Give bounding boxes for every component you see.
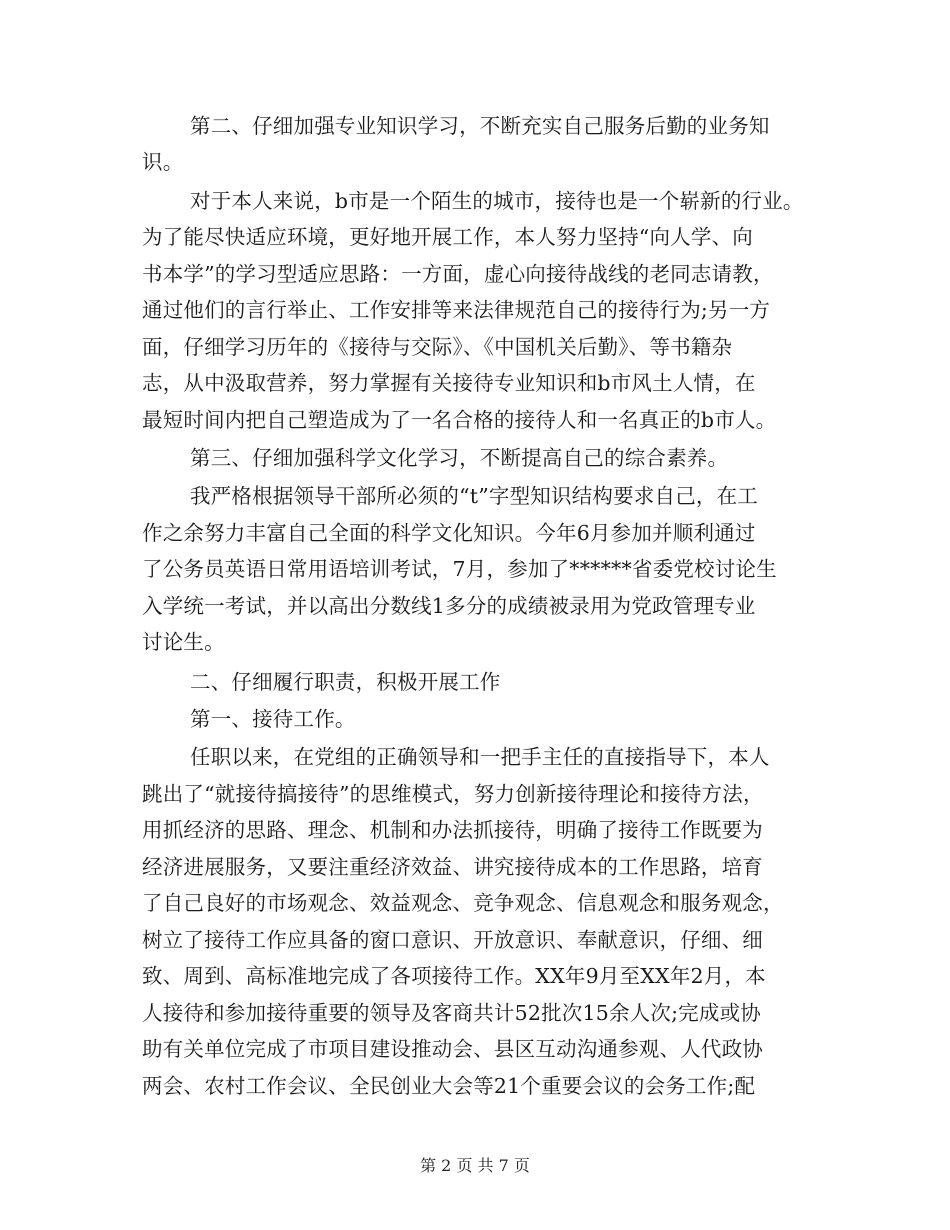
paragraph-line: 面，仔细学习历年的《接待与交际》、《中国机关后勤》、等书籍杂 xyxy=(142,335,733,359)
paragraph-line: 了公务员英语日常用语培训考试，7月，参加了******省委党校讨论生 xyxy=(142,557,777,581)
paragraph-line: 任职以来，在党组的正确领导和一把手主任的直接指导下，本人 xyxy=(190,745,770,769)
paragraph-line: 助有关单位完成了市项目建设推动会、县区互动沟通参观、人代政协 xyxy=(142,1037,763,1061)
paragraph-line: 识。 xyxy=(142,150,184,174)
paragraph-line: 书本学”的学习型适应思路：一方面，虚心向接待战线的老同志请教， xyxy=(142,262,774,286)
paragraph-line: 讨论生。 xyxy=(142,630,225,654)
paragraph-line: 经济进展服务，又要注重经济效益、讲究接待成本的工作思路，培育 xyxy=(142,855,763,879)
paragraph-line: 我严格根据领导干部所必须的“t”字型知识结构要求自己，在工 xyxy=(190,484,758,508)
paragraph-line: 通过他们的言行举止、工作安排等来法律规范自己的接待行为;另一方 xyxy=(142,298,771,322)
paragraph-line: 用抓经济的思路、理念、机制和办法抓接待，明确了接待工作既要为 xyxy=(142,818,763,842)
paragraph-line: 致、周到、高标准地完成了各项接待工作。XX年9月至XX年2月，本 xyxy=(142,964,766,988)
page-number-footer: 第 2 页 共 7 页 xyxy=(420,1156,530,1175)
paragraph-line: 两会、农村工作会议、全民创业大会等21个重要会议的会务工作;配 xyxy=(142,1074,756,1098)
paragraph-line: 树立了接待工作应具备的窗口意识、开放意识、奉献意识，仔细、细 xyxy=(142,928,763,952)
paragraph-line: 最短时间内把自己塑造成为了一名合格的接待人和一名真正的b市人。 xyxy=(142,408,777,432)
paragraph-line: 入学统一考试，并以高出分数线1多分的成绩被录用为党政管理专业 xyxy=(142,594,756,618)
paragraph-line: 跳出了“就接待搞接待”的思维模式，努力创新接待理论和接待方法， xyxy=(142,782,764,806)
section-heading: 二、仔细履行职责，积极开展工作 xyxy=(190,670,501,694)
section-heading: 第三、仔细加强科学文化学习，不断提高自己的综合素养。 xyxy=(190,446,729,470)
paragraph-line: 为了能尽快适应环境，更好地开展工作，本人努力坚持“向人学、向 xyxy=(142,225,753,249)
paragraph-line: 对于本人来说，b市是一个陌生的城市，接待也是一个崭新的行业。 xyxy=(190,189,804,213)
paragraph-line: 作之余努力丰富自己全面的科学文化知识。今年6月参加并顺利通过 xyxy=(142,521,756,545)
paragraph-line: 志，从中汲取营养，努力掌握有关接待专业知识和b市风土人情，在 xyxy=(142,371,756,395)
paragraph-line: 人接待和参加接待重要的领导及客商共计52批次15余人次;完成或协 xyxy=(142,1001,761,1025)
section-heading: 第一、接待工作。 xyxy=(190,707,356,731)
paragraph-line: 了自己良好的市场观念、效益观念、竞争观念、信息观念和服务观念， xyxy=(142,891,784,915)
paragraph-line: 第二、仔细加强专业知识学习，不断充实自己服务后勤的业务知 xyxy=(190,114,770,138)
